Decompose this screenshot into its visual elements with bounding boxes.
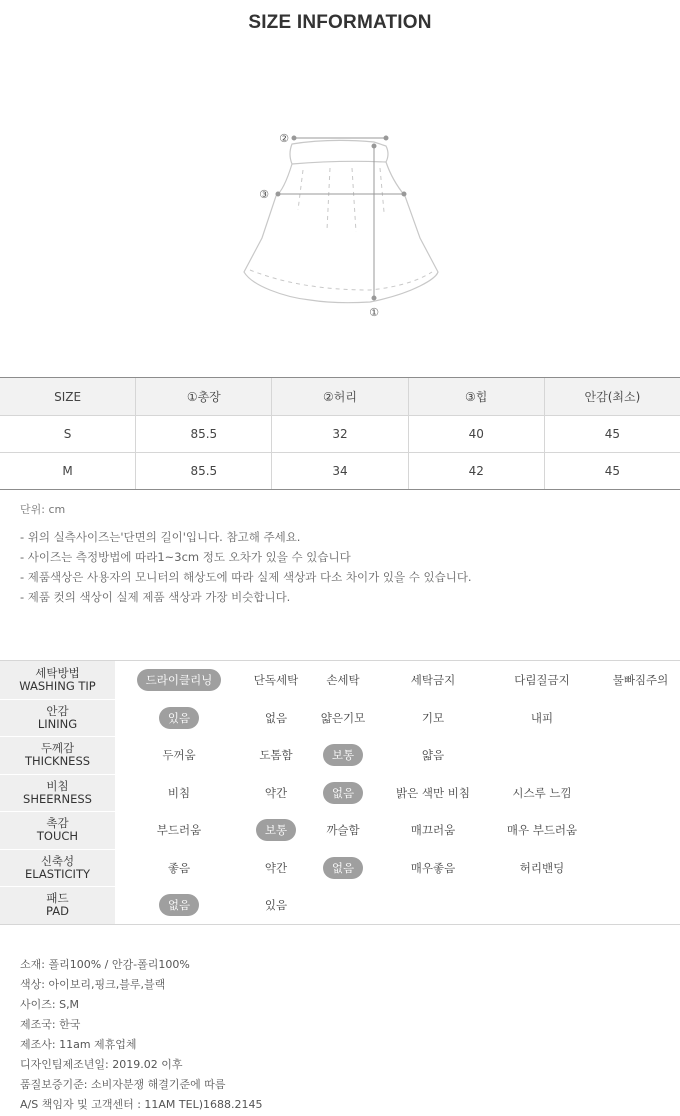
skirt-diagram: [0, 120, 680, 330]
header-size: SIZE: [54, 389, 82, 404]
page-title: SIZE INFORMATION: [248, 12, 432, 33]
care-label-en: WASHING TIP: [19, 678, 96, 693]
care-option: 매우좋음: [410, 860, 456, 875]
cell-lining: 45: [544, 453, 680, 489]
care-row-elasticity: [0, 849, 680, 887]
care-option-selected: 없음: [135, 887, 223, 924]
care-label: [0, 661, 115, 699]
header-lining: 안감(최소): [544, 378, 680, 415]
care-label-en: LINING: [37, 716, 78, 731]
skirt-pleats: [250, 168, 432, 290]
cell-waist: 32: [271, 416, 407, 452]
care-row-washing: [0, 661, 680, 699]
spec-country: 제조국: 한국: [20, 1018, 81, 1031]
care-label-ko: 세탁방법: [35, 665, 80, 680]
care-option: 없음: [264, 710, 288, 725]
care-option: 밝은 색만 비침: [396, 785, 470, 800]
care-row-sheerness: [0, 774, 680, 812]
care-option: [601, 887, 680, 924]
care-label: [0, 737, 115, 774]
care-option: 있음: [264, 898, 288, 913]
care-option: 시스루 느낌: [512, 785, 572, 800]
care-option: 세탁금지: [410, 672, 456, 687]
care-label: [0, 775, 115, 812]
care-label-en: SHEERNESS: [23, 791, 92, 806]
care-option: 비침: [167, 785, 191, 800]
care-label-en: THICKNESS: [24, 754, 91, 769]
cell-waist: 34: [271, 453, 407, 489]
note-item: - 위의 실측사이즈는'단면의 길이'입니다. 참고해 주세요.: [20, 530, 301, 544]
cell-lining: 45: [544, 416, 680, 452]
care-option: [497, 737, 587, 774]
cell-size: M: [62, 464, 73, 478]
care-label-ko: 패드: [46, 891, 69, 906]
care-option: 허리밴딩: [519, 860, 565, 875]
care-label-ko: 촉감: [46, 816, 69, 831]
size-notes: [20, 527, 472, 607]
cell-hip: 40: [408, 416, 544, 452]
care-option: [313, 887, 373, 924]
spec-manufacture-date: 디자인팀제조년일: 2019.02 이후: [20, 1058, 183, 1071]
care-option: [601, 700, 680, 737]
care-option: 약간: [264, 785, 288, 800]
care-option: 물빠짐주의: [612, 672, 669, 687]
care-option: [601, 737, 680, 774]
care-row-pad: [0, 886, 680, 924]
header-total-length: ①총장: [135, 378, 271, 415]
care-option: 기모: [421, 710, 445, 725]
table-row: [0, 415, 680, 452]
care-option: 두꺼움: [162, 748, 196, 763]
care-label-ko: 두께감: [40, 741, 75, 756]
care-table: [0, 660, 680, 925]
care-option-selected: 드라이클리닝: [135, 661, 223, 699]
header-waist: ②허리: [271, 378, 407, 415]
care-option: 얇음: [421, 748, 445, 763]
care-option: [601, 775, 680, 812]
care-label: [0, 700, 115, 737]
cell-size: S: [63, 427, 72, 441]
table-row: [0, 452, 680, 489]
care-option: 내피: [530, 710, 554, 725]
spec-colors: 색상: 아이보리,핑크,블루,블랙: [20, 978, 166, 991]
note-item: - 제품색상은 사용자의 모니터의 해상도에 따라 실제 색상과 다소 차이가 있을 수 있습니다.: [20, 570, 472, 584]
care-option: [497, 887, 587, 924]
marker-total-length: ①: [369, 306, 379, 319]
care-row-thickness: [0, 736, 680, 774]
spec-warranty: 품질보증기준: 소비자분쟁 해결기준에 따름: [20, 1078, 226, 1091]
care-option-selected: 보통: [313, 737, 373, 774]
spec-customer-service: A/S 책임자 및 고객센터 : 11AM TEL)1688.2145: [20, 1098, 263, 1111]
care-option-selected: 없음: [313, 850, 373, 887]
care-option: [601, 812, 680, 849]
care-row-touch: [0, 811, 680, 849]
spec-material: 소재: 폴리100% / 안감-폴리100%: [20, 958, 190, 971]
cell-hip: 42: [408, 453, 544, 489]
care-label-en: ELASTICITY: [25, 866, 90, 881]
care-option-selected: 있음: [135, 700, 223, 737]
care-option: 부드러움: [156, 823, 202, 838]
marker-waist: ②: [279, 132, 289, 145]
spec-manufacturer: 제조사: 11am 제휴업체: [20, 1038, 137, 1051]
care-label: [0, 850, 115, 887]
cell-total-length: 85.5: [135, 453, 271, 489]
care-label: [0, 812, 115, 849]
care-label: [0, 887, 115, 924]
care-option: 좋음: [167, 860, 191, 875]
care-label-en: TOUCH: [36, 829, 79, 844]
care-label-en: PAD: [46, 904, 69, 919]
care-option: 얇은기모: [320, 710, 366, 725]
care-label-ko: 신축성: [40, 853, 75, 868]
cell-total-length: 85.5: [135, 416, 271, 452]
unit-label: 단위: cm: [20, 503, 66, 516]
care-option: 약간: [264, 860, 288, 875]
care-option-selected: 없음: [313, 775, 373, 812]
care-option: 매우 부드러움: [506, 823, 578, 838]
care-option: 다림질금지: [514, 672, 570, 687]
care-option: 매끄러움: [410, 823, 456, 838]
note-item: - 사이즈는 측정방법에 따라1~3cm 정도 오차가 있을 수 있습니다: [20, 550, 351, 564]
care-row-lining: [0, 699, 680, 737]
care-option: 도톰함: [259, 748, 293, 763]
care-label-ko: 비침: [46, 778, 69, 793]
spec-sizes: 사이즈: S,M: [20, 998, 80, 1011]
size-table: [0, 377, 680, 490]
header-hip: ③힙: [408, 378, 544, 415]
care-option: 단독세탁: [253, 672, 299, 687]
note-item: - 제품 컷의 색상이 실제 제품 색상과 가장 비슷합니다.: [20, 590, 291, 604]
care-option-selected: 보통: [235, 812, 317, 849]
care-option: 까슬함: [326, 823, 360, 838]
size-table-header: [0, 378, 680, 415]
care-option: [601, 850, 680, 887]
product-specs: [20, 955, 263, 1115]
care-option: [385, 887, 481, 924]
care-label-ko: 안감: [46, 703, 69, 718]
care-option: 손세탁: [326, 672, 360, 687]
marker-hip: ③: [259, 188, 269, 201]
